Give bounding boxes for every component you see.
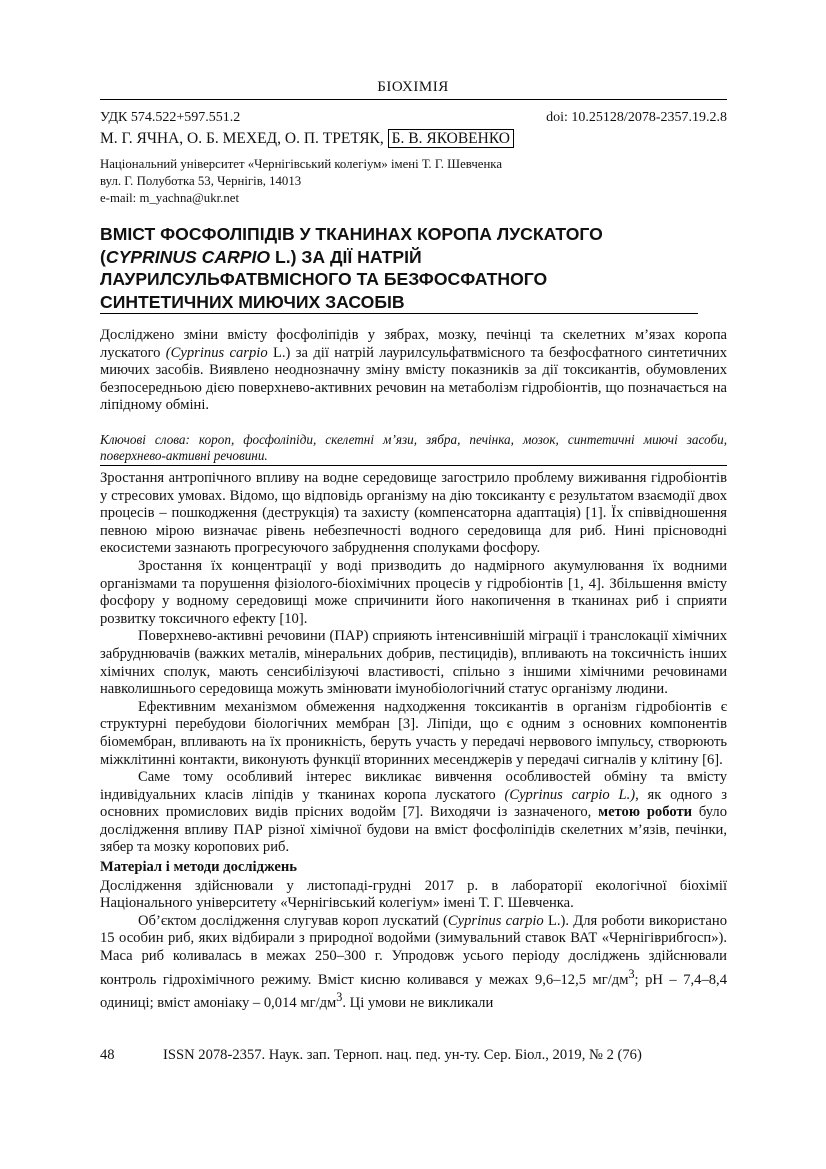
title-line: (CYPRINUS CARPIO L.) ЗА ДІЇ НАТРІЙ (100, 246, 422, 267)
affiliation-address: вул. Г. Полуботка 53, Чернігів, 14013 (100, 174, 302, 188)
body-paragraph: Зростання антропічного впливу на водне середовище загострило проблему виживання гідробіонтів у стресових умовах. Відомо, що відповідь організму на дію токсиканту є результатом взаємодії двох процесів – пошкодження (деструкція) та захисту (компенсаторна адаптація) [1]. Їх співвідношення певною мірою визначає рівень небезпечності водного середовища для риб. Нині прісноводні екосистеми зазнають прогресуючого забруднення сполуками фосфору. (100, 470, 727, 557)
keywords: Ключові слова: короп, фосфоліпіди, скелетні м’язи, зябра, печінка, мозок, синтетичні миючі засоби, поверхнево-активні речовини. (100, 432, 727, 464)
body-paragraph: Дослідження здійснювали у листопаді-грудні 2017 р. в лабораторії екологічної біохімії Національного університету «Чернігівський колегіум» імені Т. Г. Шевченка. (100, 877, 727, 912)
page-number: 48 (100, 1047, 115, 1063)
journal-footer: ISSN 2078-2357. Наук. зап. Терноп. нац. пед. ун-ту. Сер. Біол., 2019, № 2 (76) (163, 1047, 642, 1063)
section-title-methods: Матеріал і методи досліджень (100, 859, 297, 876)
affiliation-email: e-mail: m_yachna@ukr.net (100, 191, 239, 205)
header-divider (100, 99, 727, 100)
body-paragraph: Об’єктом дослідження слугував короп лускатий (Cyprinus carpio L.). Для роботи використано 15 особин риб, яких відбирали з природної водойми (зимувальний ставок ВАТ «Чернігіврибгосп»). Маса риб коливалась в межах 250–300 г. Упродовж усього періоду досліджень здійснювали контроль гідрохімічного режиму. Вміст кисню коливався у межах 9,6–12,5 $мг/дм^3$; рН – 7,4–8,4 одиниці; вміст амоніаку – 0,014 $мг/дм^3$. Ці умови не викликали (100, 912, 728, 1011)
affiliation (100, 156, 502, 207)
body-paragraph: Ефективним механізмом обмеження надходження токсикантів в організм гідробіонтів є структурні перебудови біологічних мембран [3]. Ліпіди, що є одним з основних компонентів біомембран, впливають на їх проникність, беруть участь у передачі нервового імпульсу, створюють міжклітинні контакти, виконують функції вторинних месенджерів у передачі сигналів у клітину [6]. (100, 698, 727, 768)
title-underline (100, 313, 698, 314)
keywords-divider (100, 465, 727, 466)
article-body (100, 470, 727, 1013)
udc-code: УДК 574.522+597.551.2 (100, 110, 241, 125)
authors-line (100, 130, 514, 148)
body-paragraph: Зростання їх концентрації у воді призводить до надмірного акумулювання їх водними організмами та порушення фізіолого-біохімічних процесів у гідробіонтів [1, 4]. Збільшення вмісту фосфору у водному середовищі може спричинити його накопичення в тканинах риб і сприяти розвитку токсичного ефекту [10]. (100, 557, 727, 627)
title-line: СИНТЕТИЧНИХ МИЮЧИХ ЗАСОБІВ (100, 291, 405, 312)
title-line: ЛАУРИЛСУЛЬФАТВМІСНОГО ТА БЕЗФОСФАТНОГО (100, 269, 548, 289)
body-paragraph: Поверхнево-активні речовини (ПАР) сприяють інтенсивнішій міграції і транслокації хімічних забруднювачів (важких металів, мінеральних добрив, пестицидів), впливають на токсичність інших хімічних сполук, мають сенсибілізуючі властивості, спільно з іншими хімічними речовинами навколишнього середовища можуть змінювати імунобіологічний статус організму людини. (100, 628, 727, 698)
section-heading: БІОХІМІЯ (377, 79, 449, 95)
abstract: Досліджено зміни вмісту фосфоліпідів у зябрах, мозку, печінці та скелетних м’язах коропа лускатого (Cyprinus carpio L.) за дії натрій лаурилсульфатвмісного та безфосфатного синтетичних миючих засобів. Виявлено неоднозначну зміну вмісту показників за дії токсикантів, обумовлених безпосередньою дією поверхнево-активних речовин на метаболізм гідробіонтів, що позначається на ліпідному обміні. (100, 327, 727, 414)
title-line: ВМІСТ ФОСФОЛІПІДІВ У ТКАНИНАХ КОРОПА ЛУСКАТОГО (100, 224, 603, 244)
affiliation-institution: Національний університет «Чернігівський колегіум» імені Т. Г. Шевченка (100, 157, 502, 171)
body-paragraph: Саме тому особливий інтерес викликає вивчення особливостей обміну та вмісту індивідуальних класів ліпідів у тканинах коропа лускатого (Cyprinus carpio L.), як одного з основних промислових видів прісних водойм [7]. Виходячи із зазначеного, метою роботи було дослідження впливу ПАР різної хімічної будови на вміст фосфоліпідів скелетних м’язів, печінки, зябер та мозку коропових риб. (100, 769, 727, 856)
authors-list: М. Г. ЯЧНА, О. Б. МЕХЕД, О. П. ТРЕТЯК, (100, 130, 388, 147)
article-title (100, 223, 700, 313)
doi: doi: 10.25128/2078-2357.19.2.8 (546, 110, 727, 125)
boxed-author: Б. В. ЯКОВЕНКО (388, 129, 514, 148)
